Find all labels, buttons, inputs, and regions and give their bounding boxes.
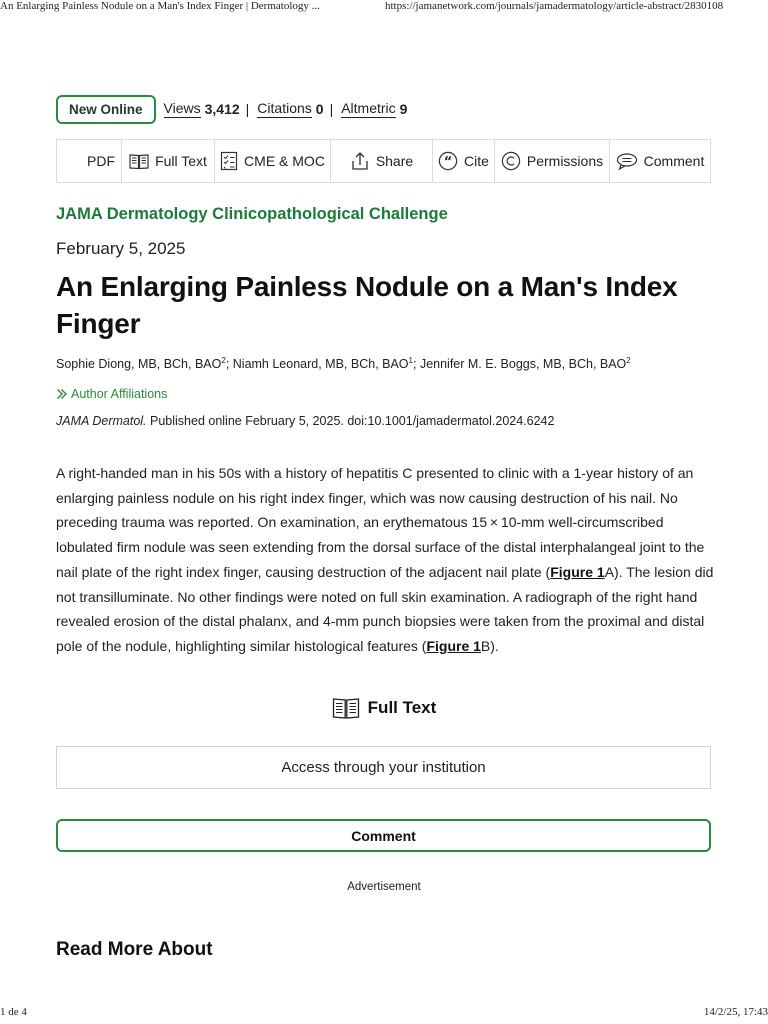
pdf-button[interactable] [57,140,122,182]
figure-1-link[interactable]: Figure 1 [550,563,605,580]
chevron-double-right-icon [56,388,68,400]
comment-bubble-icon [616,152,638,170]
full-text-button[interactable] [122,140,215,182]
author-separator: ; [413,357,420,372]
comment-toolbar-label: Comment [643,153,705,169]
print-page-number: 1 de 4 [0,1006,27,1018]
share-label: Share [375,153,414,169]
citation-details: Published online February 5, 2025. doi:10.1001/jamadermatol.2024.6242 [146,414,555,428]
full-text-heading [0,696,768,720]
article-section-label[interactable]: JAMA Dermatology Clinicopathological Challenge [56,205,448,223]
figure-1-link[interactable]: Figure 1 [426,637,481,654]
print-page-url: https://jamanetwork.com/journals/jamadermatology/article-abstract/2830108 [385,0,724,12]
publication-date: February 5, 2025 [56,239,186,258]
views-label[interactable]: Views [163,100,201,116]
share-upload-icon [350,151,370,171]
author-affiliation-number: 1 [408,356,413,365]
altmetric-label[interactable]: Altmetric [341,100,396,116]
comment-toolbar-button[interactable] [610,140,710,182]
abstract-part: A right-handed man in his 50s with a history of hepatitis C presented to clinic with a 1-year history of an enlarging painless nodule on his right index finger, which was now causing destruction of his nail. No preceding trauma was reported. On examination, an erythematous 15 × 10-mm well-circumscribed lobulated firm nodule was seen extending from the dorsal surface of the distal interphalangeal joint to the nail plate of the right index finger, causing destruction of the adjacent nail plate ( [56,465,705,580]
comment-button[interactable] [56,819,711,852]
article-metrics-bar [56,93,407,125]
new-online-badge: New Online [56,95,156,124]
print-footer [0,1006,768,1024]
citations-value: 0 [315,101,324,117]
abstract-text [56,461,716,659]
permissions-label: Permissions [526,153,604,169]
cite-button[interactable] [433,140,495,182]
altmetric-metric[interactable] [341,100,407,118]
author-separator: ; [225,357,233,372]
author-name[interactable]: Sophie Diong, MB, BCh, BAO [56,357,222,372]
print-page-title: An Enlarging Painless Nodule on a Man's Index Finger | Dermatology ... [0,0,320,12]
permissions-button[interactable] [495,140,610,182]
author-affiliation-number: 2 [626,356,631,365]
institution-access-button[interactable] [56,746,711,789]
citations-metric[interactable] [257,100,323,118]
cme-moc-label: CME & MOC [244,153,325,169]
svg-text:“: “ [443,154,453,170]
journal-abbreviation: JAMA Dermatol. [56,414,147,428]
pdf-label: PDF [87,153,115,169]
quote-icon [438,151,458,171]
print-datetime: 14/2/25, 17:43 [703,1006,768,1018]
article-toolbar [56,139,711,183]
author-name[interactable]: Jennifer M. E. Boggs, MB, BCh, BAO [419,357,627,372]
author-name[interactable]: Niamh Leonard, MB, BCh, BAO [232,357,409,372]
metric-separator: | [245,101,250,117]
author-affiliation-number: 2 [221,356,226,365]
abstract-part: B). [480,637,499,654]
article-title: An Enlarging Painless Nodule on a Man's Index Finger [56,271,678,339]
full-text-label: Full Text [155,153,207,169]
article-citation [56,414,554,428]
institution-access-label: Access through your institution [281,759,486,776]
advertisement-label: Advertisement [347,881,421,893]
altmetric-value: 9 [399,101,408,117]
checklist-icon [220,151,238,171]
citations-label[interactable]: Citations [257,100,312,116]
views-value: 3,412 [204,101,240,117]
author-affiliations-label: Author Affiliations [71,387,168,401]
author-list [56,356,631,371]
full-text-heading-label: Full Text [367,698,437,717]
print-header [0,0,768,16]
metric-separator: | [329,101,334,117]
cme-moc-button[interactable] [215,140,331,182]
book-icon [129,152,149,170]
abstract-part: A). The lesion did not transilluminate. No other findings were noted on full skin examination. A radiograph of the right hand revealed erosion of the distal phalanx, and 4-mm punch biopsies were taken from the proximal and distal pole of the nodule, highlighting similar histological features ( [56,563,714,654]
copyright-icon [501,151,521,171]
cite-label: Cite [464,153,489,169]
comment-button-label: Comment [351,827,416,844]
open-book-icon [332,696,360,720]
views-metric[interactable] [164,100,240,118]
read-more-heading: Read More About [56,939,213,960]
share-button[interactable] [331,140,433,182]
author-affiliations-toggle[interactable] [56,387,167,401]
